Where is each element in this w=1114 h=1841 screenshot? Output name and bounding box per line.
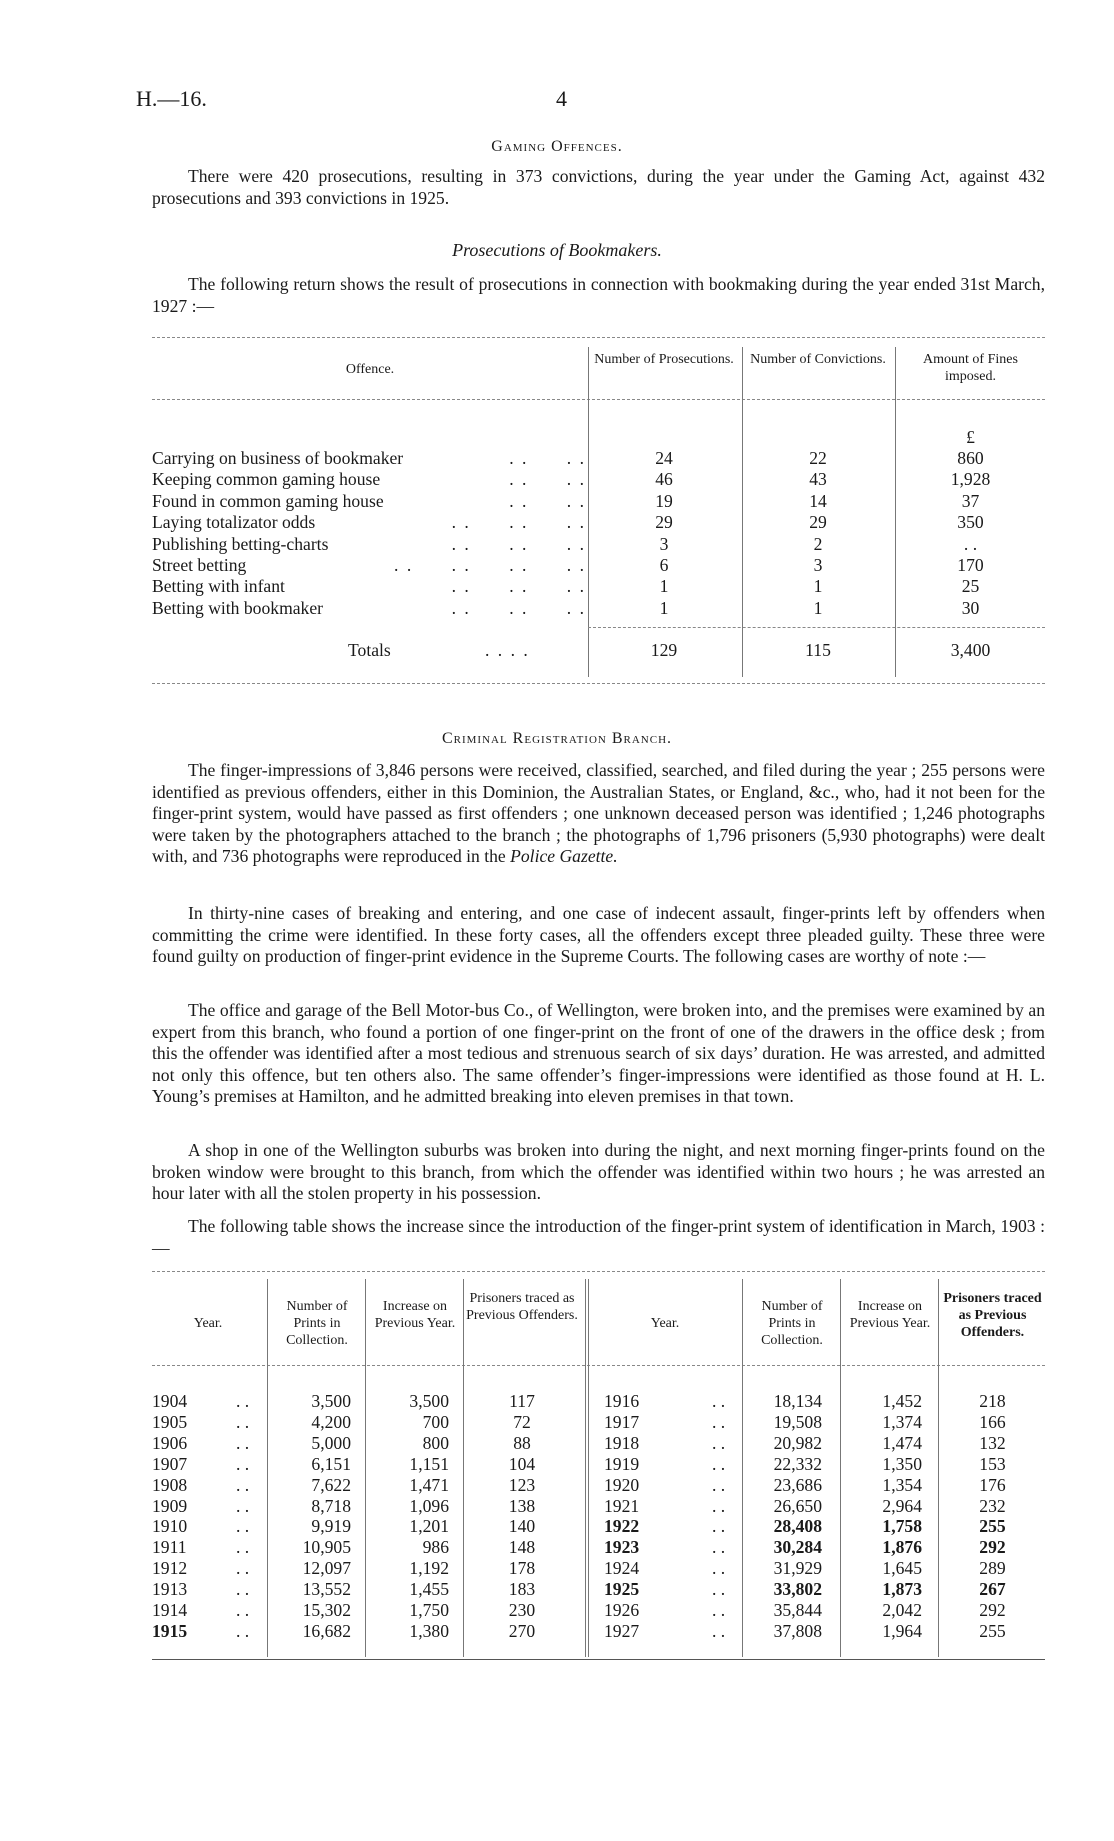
increase-cell: 1,964: [882, 1620, 922, 1641]
increase-cell: 1,645: [882, 1558, 922, 1579]
traced-cell: 183: [508, 1579, 536, 1600]
table-top-rule: [152, 1271, 1045, 1272]
traced-cell: 178: [508, 1558, 536, 1579]
year-cell: 1917: [604, 1411, 640, 1432]
convictions-cell: 22: [809, 448, 827, 468]
currency-symbol: £: [966, 427, 975, 447]
table-bottom-rule: [152, 683, 1045, 684]
increase-cell: 2,042: [882, 1600, 922, 1620]
traced-cell: 255: [979, 1516, 1006, 1537]
increase-cell: 1,374: [882, 1411, 922, 1432]
col-header-traced-left: Prisoners traced as Previous Offenders.: [466, 1291, 578, 1323]
increase-cell: 1,151: [409, 1453, 449, 1474]
dot-leader: . .: [236, 1600, 250, 1620]
totals-prosecutions: 129: [650, 640, 678, 660]
col-header-prints-left: Number of Prints in Collection.: [286, 1299, 348, 1348]
table-row: [152, 1496, 1045, 1517]
fines-cell: 350: [957, 512, 984, 533]
prints-cell: 6,151: [311, 1453, 351, 1474]
prints-cell: 26,650: [773, 1495, 822, 1516]
increase-cell: 1,750: [409, 1600, 449, 1620]
dot-leader: . .: [712, 1453, 726, 1474]
year-cell: 1927: [604, 1620, 640, 1641]
col-header-convictions: Number of Convictions.: [750, 352, 886, 367]
prints-cell: 8,718: [311, 1495, 351, 1516]
prints-cell: 5,000: [311, 1432, 351, 1453]
dot-leader: . .: [236, 1620, 250, 1641]
dot-leader: . .: [236, 1453, 250, 1474]
traced-cell: 292: [979, 1537, 1006, 1558]
dot-leader: . .: [236, 1579, 250, 1600]
table-row: [152, 1433, 1045, 1454]
prints-cell: 3,500: [311, 1391, 351, 1411]
dot-leader: . .: [712, 1495, 726, 1516]
prints-cell: 4,200: [311, 1411, 351, 1432]
prosecutions-cell: 1: [659, 597, 669, 618]
year-cell: 1926: [604, 1600, 640, 1620]
gaming-offences-heading: Gaming Offences.: [491, 138, 623, 155]
traced-cell: 104: [508, 1453, 536, 1474]
dot-leader: . .: [712, 1620, 726, 1641]
prints-cell: 16,682: [302, 1620, 351, 1641]
prints-cell: 28,408: [773, 1516, 822, 1537]
year-cell: 1914: [152, 1600, 188, 1620]
col-header-offence: Offence.: [345, 362, 395, 377]
traced-cell: 230: [508, 1600, 536, 1620]
fines-cell: . .: [963, 533, 978, 554]
fines-cell: 37: [961, 490, 980, 511]
increase-cell: 1,758: [882, 1516, 922, 1537]
table-row: [152, 1412, 1045, 1433]
table-row: [152, 1579, 1045, 1600]
col-header-increase-left: Increase on Previous Year.: [374, 1299, 456, 1331]
fines-cell: 1,928: [950, 469, 991, 490]
prints-cell: 19,508: [773, 1411, 822, 1432]
dot-leader: . .: [712, 1391, 726, 1411]
fines-cell: 860: [957, 448, 984, 468]
totals-row: [152, 640, 1045, 661]
table-row: [152, 512, 1045, 533]
year-cell: 1918: [604, 1432, 640, 1453]
year-cell: 1911: [152, 1537, 187, 1558]
convictions-cell: 3: [813, 555, 823, 575]
prints-cell: 35,844: [773, 1600, 822, 1620]
year-cell: 1906: [152, 1432, 188, 1453]
table-row: [152, 491, 1045, 512]
dot-leader: . . . . . .: [451, 576, 586, 597]
dot-leader: . .: [712, 1474, 726, 1495]
dot-leader: . .: [236, 1474, 250, 1495]
increase-cell: 1,380: [409, 1620, 449, 1641]
increase-cell: 1,873: [882, 1579, 922, 1600]
col-header-prints-right: Number of Prints in Collection.: [761, 1299, 823, 1348]
traced-cell: 176: [979, 1474, 1006, 1495]
increase-cell: 1,474: [882, 1432, 922, 1453]
year-cell: 1905: [152, 1411, 188, 1432]
offence-cell: Laying totalizator odds: [152, 512, 316, 533]
col-header-prosecutions: Number of Prosecutions.: [594, 352, 734, 367]
increase-cell: 2,964: [882, 1495, 922, 1516]
bookmakers-paragraph: The following return shows the result of prosecutions in connection with bookmaking during the year ended 31st March, 1927 :—: [152, 274, 1045, 316]
year-cell: 1913: [152, 1579, 188, 1600]
traced-cell: 292: [979, 1600, 1006, 1620]
dot-leader: . .: [236, 1411, 250, 1432]
gaming-offences-paragraph: There were 420 prosecutions, resulting in 373 convictions, during the year under the Gaming Act, against 432 prosecutions and 393 convictions in 1925.: [152, 166, 1045, 208]
currency-row: [152, 427, 1045, 448]
increase-cell: 1,201: [409, 1516, 449, 1537]
year-cell: 1915: [152, 1620, 188, 1641]
criminal-registration-heading: Criminal Registration Branch.: [441, 730, 673, 747]
col-header-year-left: Year.: [193, 1316, 223, 1331]
year-cell: 1921: [604, 1495, 640, 1516]
convictions-cell: 29: [809, 512, 827, 533]
traced-cell: 267: [979, 1579, 1006, 1600]
prosecutions-cell: 19: [655, 490, 673, 511]
increase-cell: 1,471: [409, 1474, 449, 1495]
criminal-para-2: In thirty-nine cases of breaking and entering, and one case of indecent assault, finger-prints left by offenders when committing the crime were identified. In these forty cases, all the offenders except three pleaded guilty. These three were found guilty on production of finger-print evidence in the Supreme Courts. The following cases are worthy of note :—: [152, 903, 1045, 966]
col-header-traced-right: Prisoners traced as Previous Offenders.: [943, 1291, 1042, 1340]
convictions-cell: 14: [809, 490, 827, 511]
col-header-increase-right: Increase on Previous Year.: [849, 1299, 931, 1331]
dot-leader: . .: [712, 1432, 726, 1453]
prints-cell: 37,808: [773, 1620, 822, 1641]
increase-cell: 1,096: [409, 1495, 449, 1516]
dot-leader: . .: [236, 1432, 250, 1453]
dot-leader: . .: [712, 1516, 726, 1537]
col-header-year-right: Year.: [650, 1316, 680, 1331]
prosecutions-cell: 3: [659, 533, 669, 554]
dot-leader: . . . . . . . .: [394, 555, 586, 575]
table-row: [152, 1600, 1045, 1621]
traced-cell: 117: [509, 1391, 535, 1411]
offence-cell: Street betting: [152, 555, 247, 575]
bookmakers-table: [152, 337, 1045, 685]
fines-cell: 30: [961, 597, 980, 618]
prints-cell: 12,097: [302, 1558, 351, 1579]
prosecutions-cell: 6: [659, 555, 669, 575]
table-row: [152, 1454, 1045, 1475]
criminal-para-1: [152, 760, 1045, 868]
offence-cell: Publishing betting-charts: [152, 533, 329, 554]
page-number: 4: [556, 86, 567, 111]
traced-cell: 123: [508, 1474, 536, 1495]
prints-cell: 9,919: [311, 1516, 351, 1537]
totals-leader: . . . .: [485, 640, 530, 660]
traced-cell: 289: [979, 1558, 1006, 1579]
traced-cell: 153: [979, 1453, 1006, 1474]
bookmakers-heading: Prosecutions of Bookmakers.: [452, 240, 662, 260]
year-cell: 1916: [604, 1391, 640, 1411]
increase-cell: 1,354: [882, 1474, 922, 1495]
police-gazette-title: Police Gazette.: [510, 846, 618, 866]
traced-cell: 148: [508, 1537, 536, 1558]
prosecutions-cell: 46: [655, 469, 673, 490]
dot-leader: . .: [236, 1558, 250, 1579]
year-cell: 1908: [152, 1474, 188, 1495]
prints-cell: 13,552: [302, 1579, 351, 1600]
increase-cell: 1,452: [882, 1391, 922, 1411]
dot-leader: . .: [712, 1411, 726, 1432]
dot-leader: . . . . . .: [451, 533, 586, 554]
convictions-cell: 1: [813, 597, 823, 618]
dot-leader: . . . .: [509, 448, 586, 468]
dot-leader: . .: [236, 1495, 250, 1516]
dot-leader: . .: [712, 1558, 726, 1579]
traced-cell: 140: [508, 1516, 536, 1537]
traced-cell: 166: [979, 1411, 1006, 1432]
table-row: [152, 555, 1045, 576]
traced-cell: 255: [979, 1620, 1006, 1641]
year-cell: 1912: [152, 1558, 188, 1579]
prints-cell: 30,284: [773, 1537, 822, 1558]
traced-cell: 138: [508, 1495, 536, 1516]
year-cell: 1925: [604, 1579, 640, 1600]
dot-leader: . . . . . .: [451, 512, 586, 533]
convictions-cell: 2: [813, 533, 823, 554]
totals-convictions: 115: [805, 640, 831, 660]
prints-cell: 23,686: [773, 1474, 822, 1495]
increase-cell: 1,192: [409, 1558, 449, 1579]
offence-cell: Betting with infant: [152, 576, 285, 597]
table-row: [152, 1516, 1045, 1537]
traced-cell: 132: [979, 1432, 1006, 1453]
dot-leader: . .: [712, 1579, 726, 1600]
table-bottom-rule: [152, 1659, 1045, 1660]
prints-cell: 10,905: [302, 1537, 351, 1558]
criminal-para-3: The office and garage of the Bell Motor-bus Co., of Wellington, were broken into, and the premises were examined by an expert from this branch, who found a portion of one finger-print on the front of one of the drawers in the office desk ; from this the offender was identified after a most tedious and strenuous search of six days’ duration. He was arrested, and admitted not only this offence, but ten others also. The same offender’s finger-impressions were identified as those found at H. L. Young’s premises at Hamilton, and he admitted breaking into eleven premises in that town.: [152, 1000, 1045, 1106]
prints-cell: 20,982: [773, 1432, 822, 1453]
traced-cell: 88: [513, 1432, 531, 1453]
criminal-para-1-text: The finger-impressions of 3,846 persons were received, classified, searched, and filed during the year ; 255 persons were identified as previous offenders, either in this Dominion, the Australian States, or England, &c., who, had it not been for the finger-print system, would have passed as first offenders ; one unknown deceased person was identified ; 1,246 photographs were taken by the photographers attached to the branch ; the photographs of 1,796 prisoners (5,930 photographs) were dealt with, and 736 photographs were reproduced in the: [152, 760, 1045, 866]
increase-cell: 1,455: [409, 1579, 449, 1600]
offence-cell: Keeping common gaming house: [152, 469, 381, 490]
prints-cell: 15,302: [302, 1600, 351, 1620]
totals-fines: 3,400: [950, 640, 991, 660]
year-cell: 1924: [604, 1558, 640, 1579]
traced-cell: 232: [979, 1495, 1006, 1516]
totals-label: Totals: [348, 640, 391, 660]
increase-cell: 1,876: [882, 1537, 922, 1558]
dot-leader: . . . .: [509, 490, 586, 511]
dot-leader: . . . . . .: [451, 597, 586, 618]
increase-cell: 800: [422, 1432, 449, 1453]
table-row: [152, 534, 1045, 555]
increase-cell: 1,350: [882, 1453, 922, 1474]
prosecutions-cell: 29: [655, 512, 673, 533]
dot-leader: . .: [712, 1537, 726, 1558]
fingerprint-table: [152, 1271, 1045, 1661]
year-cell: 1909: [152, 1495, 188, 1516]
table-row: [152, 1537, 1045, 1558]
year-cell: 1904: [152, 1391, 188, 1411]
offence-cell: Found in common gaming house: [152, 490, 384, 511]
table-row: [152, 1558, 1045, 1579]
year-cell: 1919: [604, 1453, 640, 1474]
traced-cell: 218: [979, 1391, 1006, 1411]
convictions-cell: 43: [809, 469, 827, 490]
prints-cell: 18,134: [773, 1391, 822, 1411]
year-cell: 1907: [152, 1453, 188, 1474]
fines-cell: 170: [957, 555, 984, 575]
convictions-cell: 1: [813, 576, 823, 597]
col-header-fines: Amount of Fines imposed.: [923, 352, 1018, 384]
dot-leader: . .: [712, 1600, 726, 1620]
criminal-para-5: The following table shows the increase since the introduction of the finger-print system of identification in March, 1903 :—: [152, 1216, 1045, 1258]
year-cell: 1923: [604, 1537, 640, 1558]
table-row: [152, 1621, 1045, 1642]
dot-leader: . .: [236, 1391, 250, 1411]
year-cell: 1910: [152, 1516, 188, 1537]
prints-cell: 7,622: [311, 1474, 351, 1495]
dot-leader: . . . .: [509, 469, 586, 490]
prints-cell: 33,802: [773, 1579, 822, 1600]
table-row: [152, 448, 1045, 469]
prints-cell: 22,332: [773, 1453, 822, 1474]
dot-leader: . .: [236, 1537, 250, 1558]
traced-cell: 270: [508, 1620, 536, 1641]
offence-cell: Carrying on business of bookmaker: [152, 448, 404, 468]
increase-cell: 986: [422, 1537, 449, 1558]
fines-cell: 25: [961, 576, 980, 597]
increase-cell: 3,500: [409, 1391, 449, 1411]
table-row: [152, 576, 1045, 597]
header-rule: [152, 399, 1045, 400]
offence-cell: Betting with bookmaker: [152, 597, 324, 618]
document-reference: H.—16.: [136, 86, 207, 111]
table-top-rule: [152, 337, 1045, 338]
table-row: [152, 598, 1045, 619]
dot-leader: . .: [236, 1516, 250, 1537]
traced-cell: 72: [513, 1411, 531, 1432]
prosecutions-cell: 1: [659, 576, 669, 597]
year-cell: 1920: [604, 1474, 640, 1495]
increase-cell: 700: [422, 1411, 449, 1432]
table-row: [152, 1391, 1045, 1412]
prosecutions-cell: 24: [655, 448, 673, 468]
criminal-para-4: A shop in one of the Wellington suburbs was broken into during the night, and next morning finger-prints found on the broken window were brought to this branch, from which the offender was identified within two hours ; he was arrested an hour later with all the stolen property in his possession.: [152, 1140, 1045, 1203]
prints-cell: 31,929: [773, 1558, 822, 1579]
header-rule: [152, 1365, 1045, 1366]
table-row: [152, 1475, 1045, 1496]
table-row: [152, 469, 1045, 490]
year-cell: 1922: [604, 1516, 640, 1537]
